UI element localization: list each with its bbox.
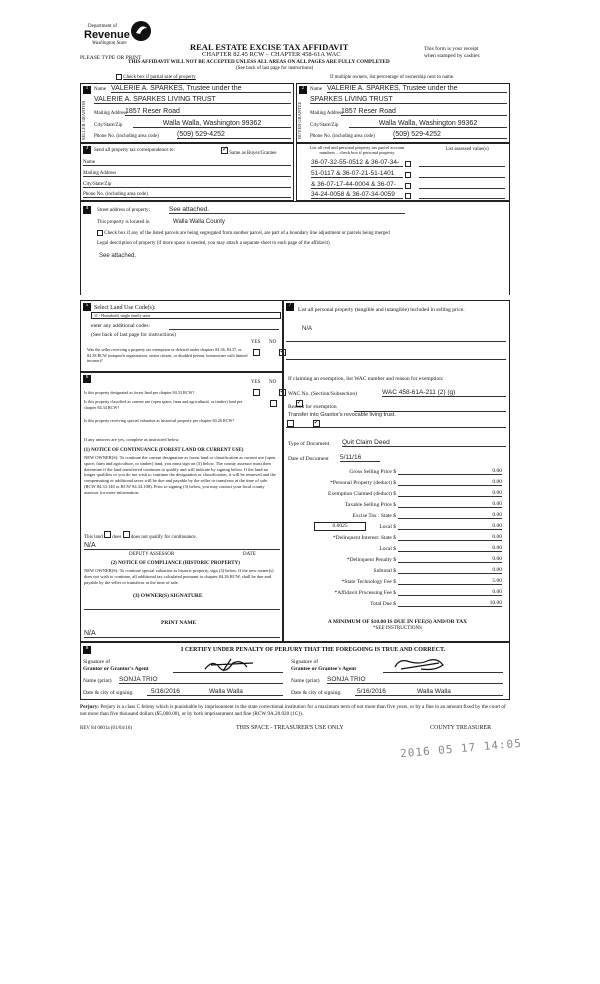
parcel-line-2: 51-0117 & 36-07-21-51-1401 [311,170,403,178]
section6-q2-yes-checkbox[interactable] [270,400,277,407]
seller-mailing-label: Mailing Address [94,111,128,116]
grantor-name-label: Name (print) [83,678,112,684]
total-due-label: Total Due $ [370,601,396,607]
personal-property-line-1 [286,341,506,342]
seller-section [80,83,294,143]
notice1-body: NEW OWNER(S): To continue the current designation as forest land or classification as current use (open space, farm and agriculture, or timber) land, you must sign on (3) below. The county assessor must then determine if the land transferred continues to qualify and will indicate by signing below. If the land no longer qualifies or you do not wish to continue the designation or classification, it will be removed and the compensating or additional taxes will be due and payable by the seller or transferor at the time of sale. (RCW 84.33.140 or RCW 84.34.108). Prior to signing (3) below, you may contact your local county assessor for more information. [84,455,276,495]
form-see-back: (See back of last page for instructions) [236,66,314,71]
delinquent-state-label: *Delinquent Interest: State $ [332,535,396,541]
personal-property-value: N/A [302,326,313,332]
seller-phone-label: Phone No. (including area code) [94,134,159,139]
notice2-title: (2) NOTICE OF COMPLIANCE (HISTORIC PROPERTY) [111,561,240,566]
reason-line-2 [286,427,506,428]
buyer-mailing-label: Mailing Address [310,111,344,116]
delinquent-state-value: 0.00 [398,534,502,541]
subtotal-label: Subtotal $ [373,568,396,574]
section6-no: NO [269,380,277,385]
excise-local-label: Local $ [379,524,396,530]
located-label: This property is located in [97,220,150,225]
section6-q1-yes-checkbox[interactable] [253,389,260,396]
segregated-checkbox[interactable] [97,230,103,236]
buyer-city-label: City/State/Zip [310,123,339,128]
grantor-name: SONJA TRIO [119,676,283,684]
same-as-buyer-row [221,147,276,156]
assessed-header: List assessed value(s) [445,147,489,152]
personal-property-line-2 [286,359,506,360]
excise-local-value: 0.00 [398,523,502,530]
land-use-select[interactable]: 11 - Household, single family units [91,312,281,319]
print-name-value: N/A [84,630,280,638]
corr-name-label: Name [83,160,291,166]
print-note: PLEASE TYPE OR PRINT [80,55,142,61]
this-land-label: This land [84,535,103,540]
taxable-price-label: Taxable Selling Price $ [344,502,396,508]
exemption-label: If claiming an exemption, list WAC number and reason for exemption: [288,376,444,382]
seller-city: Walla Walla, Washington 99362 [133,120,291,128]
grantee-signature[interactable] [383,657,503,673]
personal-deduct-label: *Personal Property (deduct) $ [330,480,396,486]
section4-num: 4 [83,206,91,214]
land-use-section [80,300,283,372]
partial-sale-row [116,74,196,80]
owner-signature-line[interactable] [84,609,280,610]
does-label: does [112,535,122,540]
grantee-city: Walla Walla [417,688,451,695]
grantor-sig-label1: Signature of [83,659,111,665]
delinquent-penalty-label: *Delinquent Penalty $ [346,557,396,563]
send-correspondence-label: Send all property tax correspondence to: [94,148,175,153]
buyer-section [296,83,510,143]
dept-line3: Washington State [92,41,127,46]
buyer-phone-label: Phone No. (including area code) [310,134,375,139]
notice2-body: NEW OWNER(S): To continue special valuation as historic property, sign (3) below. If the new owner(s) does not wish to continue, all additional tax calculated pursuant to chapter 84.26 RCW, shall be due and payable by the seller or transferor at the time of sale. [84,568,274,585]
section5-q1-yes-checkbox[interactable] [253,349,260,356]
segregated-row [97,230,390,236]
does-not-label: does not [130,535,148,540]
additional-codes-input[interactable] [169,329,279,330]
same-as-buyer-label: Same as Buyer/Grantee [229,151,277,156]
personal-property-checkbox-1[interactable] [405,161,411,167]
located-value: Walla Walla County [173,219,225,225]
parcel-line-1: 36-07-32-55-0512 & 36-07-34- [311,159,403,167]
additional-codes-label: enter any additional codes: [91,323,151,329]
personal-property-checkbox-4[interactable] [405,193,411,199]
seller-name-line2: VALERIE A. SPARKES LIVING TRUST [94,96,291,104]
assessed-line-4 [419,198,505,199]
section5-see-back: (See back of last page for instructions) [91,332,176,338]
buyer-phone: (509) 529-4252 [393,131,507,139]
seller-name-label: Name [94,87,106,92]
section3-num: 3 [83,146,91,154]
seller-side-label: SELLER GRANTOR [81,100,86,140]
date-label: DATE [243,552,256,557]
seller-city-label: City/State/Zip [94,123,123,128]
delinquent-local-value: 0.00 [398,545,502,552]
grantee-sig-label2: Grantee or Grantee's Agent [291,666,357,672]
grantee-date: 5/16/2016 [357,688,386,695]
county-treasurer: COUNTY TREASURER [430,725,492,731]
grantee-name-label: Name (print) [291,678,320,684]
grantee-name: SONJA TRIO [327,676,503,684]
section5-q1: Was the seller receiving a property tax exemption or deferral under chapters 84.36, 84.37, or 84.38 RCW (nonprofit organization, senior citizen, or disabled person, homeowner with limited income)? [87,347,248,363]
tech-fee-label: *State Technology Fee $ [341,579,396,585]
street-value: See attached. [169,206,405,214]
notice1-title: (1) NOTICE OF CONTINUANCE (FOREST LAND OR CURRENT USE) [84,448,244,453]
section6-q2: Is this property classified as current use (open space, farm and agricultural, or timber) land per chapter 84.34 RCW? [84,399,243,410]
sale-section [283,300,510,642]
seller-phone: (509) 529-4252 [177,131,291,139]
certify-text: I CERTIFY UNDER PENALTY OF PERJURY THAT THE FOREGOING IS TRUE AND CORRECT. [181,647,446,653]
dept-line2: Revenue [84,29,130,41]
doc-type-value: Quit Claim Deed [342,439,506,447]
assessed-line-1 [419,166,505,167]
dor-logo [82,20,158,50]
section5-no: NO [269,340,277,345]
corr-city-label: City/State/Zip [83,182,291,188]
section6-q1: Is this property designated as forest land per chapter 84.33 RCW? [84,390,195,395]
doc-date-label: Date of Document [288,456,329,462]
form-title: REAL ESTATE EXCISE TAX AFFIDAVIT [190,42,349,52]
grantor-signature-scribble-icon [203,657,263,673]
section6-q3: Is this property receiving special valuation as historical property per chapter 84.26 RCW? [84,418,235,423]
street-label: Street address of property: [97,208,150,213]
grantee-signature-scribble-icon [391,657,451,673]
grantee-date-label: Date & city of signing: [291,690,342,696]
legal-label: Legal description of property (if more space is needed, you may attach a separate sheet to each page of the affidavit) [97,241,330,246]
section8-num: 8 [83,646,91,654]
same-as-buyer-checkbox[interactable] [221,147,228,154]
reason-value: Transfer into Grantor's revocable living trust. [288,412,396,418]
rev-number: REV 84 0001a (01/04/16) [80,726,132,731]
dor-logo-mark-icon [130,20,152,42]
partial-sale-label: Check box if partial sale of property [123,75,196,81]
grantor-sig-label2: Grantor or Grantor's Agent [83,666,149,672]
section7-num: 7 [286,303,294,311]
segregated-label: Check box if any of the listed parcels are being segregated from another parcel, are part of a boundary line adjustment or parcels being merged [104,231,390,237]
personal-deduct-value: 0.00 [398,479,502,486]
buyer-side-label: BUYER GRANTEE [297,101,302,139]
section6-num: 6 [83,375,91,383]
buyer-city: Walla Walla, Washington 99362 [349,120,507,128]
does-not-checkbox[interactable] [123,531,130,538]
receipt-line2: when stamped by cashier. [424,53,481,59]
does-checkbox[interactable] [104,531,111,538]
perjury-notice [80,704,510,718]
gross-price-label: Gross Selling Price $ [349,469,396,475]
buyer-mailing: 1857 Reser Road [341,108,507,116]
grantee-sig-label1: Signature of [291,659,319,665]
perjury-label: Perjury: [80,704,100,710]
grantor-signature[interactable] [173,657,283,673]
correspondence-section [80,143,294,201]
form-chapter: CHAPTER 82.45 RCW – CHAPTER 458-61A WAC [202,51,341,58]
reason-label: Reason for exemption [288,404,337,410]
delinquent-local-label: Local $ [379,546,396,552]
excise-state-value: 0.00 [398,512,502,519]
local-rate-box: 0.0025 [314,522,366,531]
receipt-line1: This form is your receipt [424,46,479,52]
parcel-header: List all real and personal property tax parcel account numbers – check box if personal property [309,145,405,155]
seller-name-line1: VALERIE A. SPARKES, Trustee under the [111,85,291,93]
owner-signature-label: (3) OWNER(S) SIGNATURE [133,593,203,599]
if-any-yes: If any answers are yes, complete as instructed below. [84,437,180,442]
exemption-deduct-label: Exemption Claimed (deduct) $ [328,491,396,497]
legal-value: See attached. [99,253,137,259]
see-instructions: *SEE INSTRUCTIONS [373,626,422,631]
corr-phone-label: Phone No. (including area code) [83,192,291,198]
multiple-owners-note: If multiple owners, list percentage of ownership next to name. [330,75,455,80]
buyer-name-label: Name [310,87,322,92]
parcel-section [296,143,510,201]
partial-sale-checkbox[interactable] [116,74,122,80]
buyer-name-line1: VALERIE A. SPARKES, Trustee under the [327,85,507,93]
treasurer-use: THIS SPACE - TREASURER'S USE ONLY [236,725,344,731]
grantor-city: Walla Walla [209,688,243,695]
qualify-label: qualify for continuance. [148,535,197,540]
print-name-label: PRINT NAME [161,620,197,626]
processing-fee-label: *Affidavit Processing Fee $ [334,590,396,596]
treasurer-stamp: 2016 05 17 14:05 [399,736,523,761]
taxable-price-value: 0.00 [398,501,502,508]
form-warning: THIS AFFIDAVIT WILL NOT BE ACCEPTED UNLESS ALL AREAS ON ALL PAGES ARE FULLY COMPLETED [128,59,390,65]
grantor-date-label: Date & city of signing: [83,690,134,696]
gross-price-value: 0.00 [398,468,502,475]
doc-date-value: 5/11/16 [340,454,380,462]
assessed-line-2 [419,177,505,178]
continuance-row [84,531,197,540]
select-land-use-label: Select Land Use Code(s): [94,305,156,311]
deputy-assessor-label: DEPUTY ASSESSOR [129,552,175,557]
excise-state-label: Excise Tax : State $ [352,513,396,519]
corr-mailing-label: Mailing Address [83,171,291,177]
certification-section [80,642,510,700]
total-due-value: 10.00 [398,600,502,607]
parcel-line-3: & 36-07-17-44-0004 & 36-07- [311,181,403,189]
exemption-deduct-value: 0.00 [398,490,502,497]
section5-num: 5 [83,303,91,311]
tech-fee-value: 5.00 [398,578,502,585]
section6-yes: YES [251,380,261,385]
perjury-text: Perjury is a class C felony which is punishable by imprisonment in the state correctional institution for a maximum term of not more than five years, or by a fine in an amount fixed by the court of not more than five thousand dollars ($5,000.00), or by both imprisonment and fine (RCW 9A.20.020 (1C)). [80,704,506,717]
delinquent-penalty-value: 0.00 [398,556,502,563]
subtotal-value: 0.00 [398,567,502,574]
doc-type-label: Type of Document [288,441,330,447]
wac-value: WAC 458-61A-211 (2) (g) [382,389,506,397]
forest-section [80,372,283,642]
minimum-due: A MINIMUM OF $10.00 IS DUE IN FEE(S) AND/OR TAX [327,619,468,625]
processing-fee-value: 0.00 [398,589,502,596]
assessed-line-3 [419,188,505,189]
assessor-value: N/A [84,542,280,550]
personal-property-checkbox-2[interactable] [405,172,411,178]
wac-label: WAC No. (Section/Subsection) [288,391,357,397]
seller-num: 1 [83,86,91,94]
personal-property-checkbox-3[interactable] [405,183,411,189]
property-section [80,201,510,295]
grantor-date: 5/16/2016 [151,688,180,695]
buyer-name-line2: SPARKES LIVING TRUST [310,96,507,104]
dept-line1: Department of [88,24,118,29]
personal-property-label: List all personal property (tangible and intangible) included in selling price. [298,307,465,313]
section5-yes: YES [251,340,261,345]
seller-mailing: 1857 Reser Road [125,108,291,116]
buyer-num: 2 [299,86,307,94]
parcel-line-4: 34-24-0058 & 36-07-34-0059 [311,191,403,199]
